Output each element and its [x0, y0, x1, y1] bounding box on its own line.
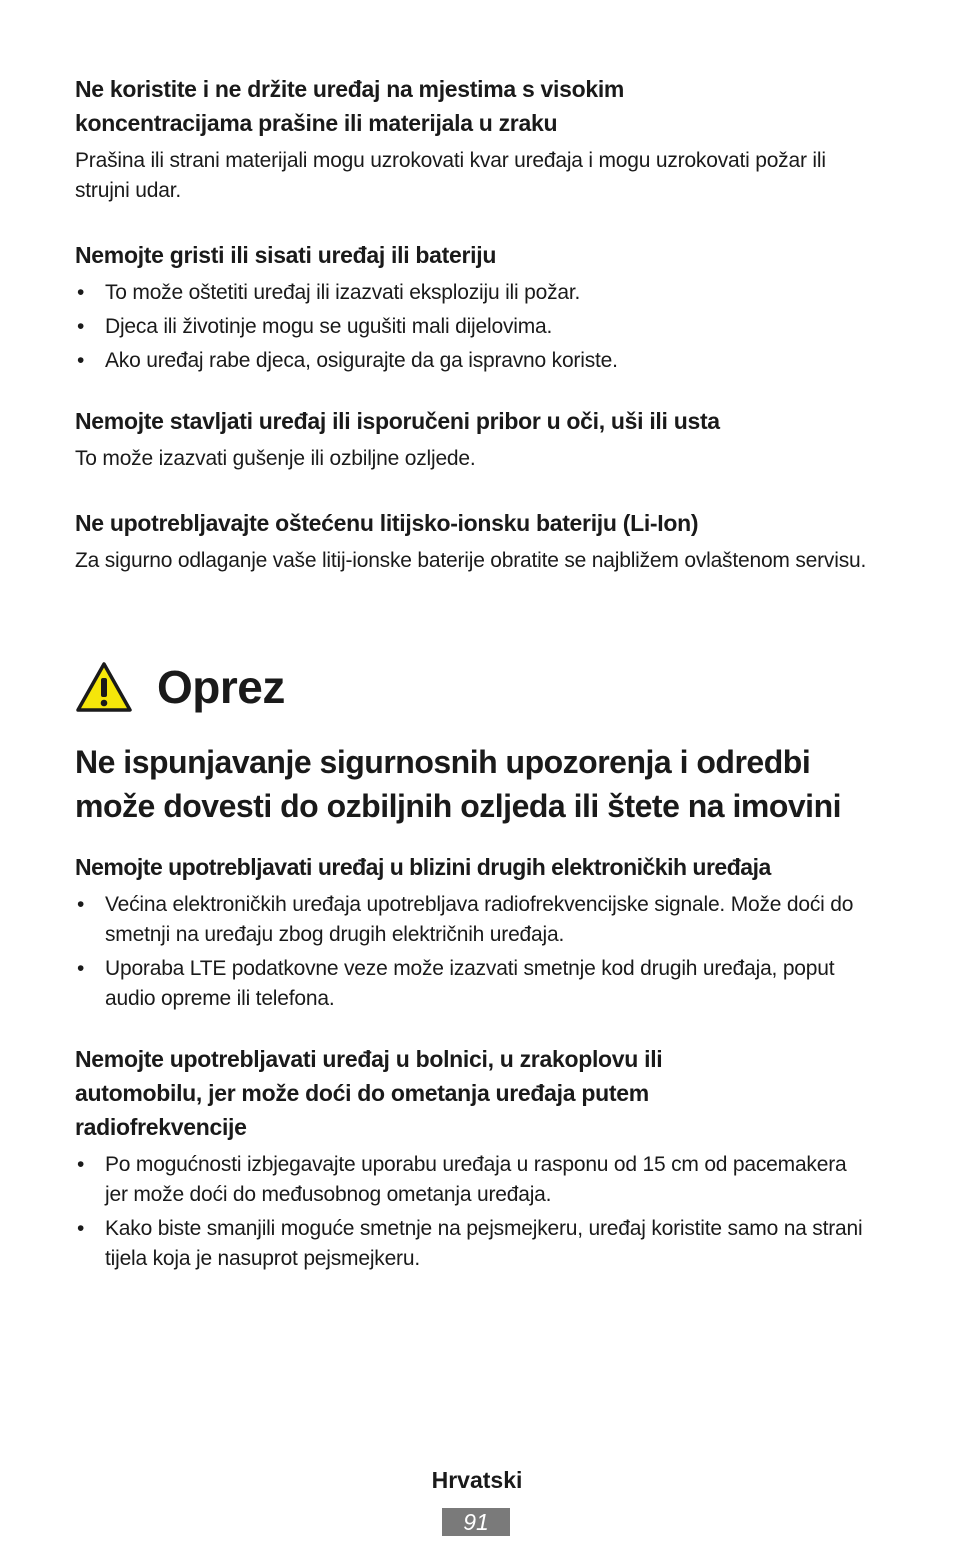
footer-language: Hrvatski	[431, 1467, 523, 1493]
list-item: • Po mogućnosti izbjegavajte uporabu uređaja u rasponu od 15 cm od pacemakera jer može doći do međusobnog ometanja uređaja.	[75, 1150, 865, 1210]
section-body: Za sigurno odlaganje vaše litij-ionske baterije obratite se najbližem ovlaštenom servisu.	[75, 549, 867, 572]
bullet-icon: •	[77, 957, 85, 980]
section-dust	[75, 72, 885, 206]
bullet-icon: •	[77, 1153, 85, 1176]
list-item: • Kako biste smanjili moguće smetnje na pejsmejkeru, uređaj koristite samo na strani tijela koja je nasuprot pejsmejkeru.	[75, 1214, 865, 1274]
section-heading: Nemojte gristi ili sisati uređaj ili bateriju	[75, 242, 497, 268]
section-bite	[75, 238, 885, 376]
bullet-icon: •	[77, 349, 85, 372]
bullet-icon: •	[77, 281, 85, 304]
section-heading: Nemojte upotrebljavati uređaj u blizini drugih elektroničkih uređaja	[75, 854, 771, 880]
list-item: • Ako uređaj rabe djeca, osigurajte da ga ispravno koriste.	[75, 346, 885, 376]
section-damaged-battery	[75, 506, 885, 576]
list-item: • Većina elektroničkih uređaja upotrebljava radiofrekvencijske signale. Može doći do smetnji na uređaju zbog drugih električnih uređaja.	[75, 890, 865, 950]
caution-header	[75, 652, 885, 722]
page-number: 91	[442, 1508, 510, 1536]
section-electronic-interference	[75, 850, 885, 1014]
section-heading: Nemojte upotrebljavati uređaj u bolnici, u zrakoplovu ili automobilu, jer može doći do ometanja uređaja putem radiofrekvencije	[75, 1046, 663, 1140]
bullet-list	[75, 890, 865, 1014]
list-item: • To može oštetiti uređaj ili izazvati eksploziju ili požar.	[75, 278, 885, 308]
warning-triangle-icon	[75, 661, 133, 713]
bullet-list	[75, 278, 885, 376]
section-heading: Ne koristite i ne držite uređaj na mjestima s visokim koncentracijama prašine ili materijala u zraku	[75, 76, 625, 136]
bullet-list	[75, 1150, 865, 1274]
section-body: Prašina ili strani materijali mogu uzrokovati kvar uređaja i mogu uzrokovati požar ili strujni udar.	[75, 149, 826, 202]
section-heading: Ne upotrebljavajte oštećenu litijsko-ionsku bateriju (Li-Ion)	[75, 510, 699, 536]
section-eyes-ears	[75, 404, 885, 474]
section-heading: Nemojte stavljati uređaj ili isporučeni pribor u oči, uši ili usta	[75, 408, 720, 434]
bullet-icon: •	[77, 893, 85, 916]
caution-title: Oprez	[157, 661, 285, 713]
section-hospital-aircraft	[75, 1042, 885, 1274]
bullet-icon: •	[77, 1217, 85, 1240]
caution-intro: Ne ispunjavanje sigurnosnih upozorenja i odredbi može dovesti do ozbiljnih ozljeda ili štete na imovini	[75, 744, 841, 824]
section-body: To može izazvati gušenje ili ozbiljne ozljede.	[75, 447, 476, 470]
bullet-icon: •	[77, 315, 85, 338]
list-item: • Uporaba LTE podatkovne veze može izazvati smetnje kod drugih uređaja, poput audio opreme ili telefona.	[75, 954, 865, 1014]
page-content	[75, 72, 885, 1278]
list-item: • Djeca ili životinje mogu se ugušiti mali dijelovima.	[75, 312, 885, 342]
